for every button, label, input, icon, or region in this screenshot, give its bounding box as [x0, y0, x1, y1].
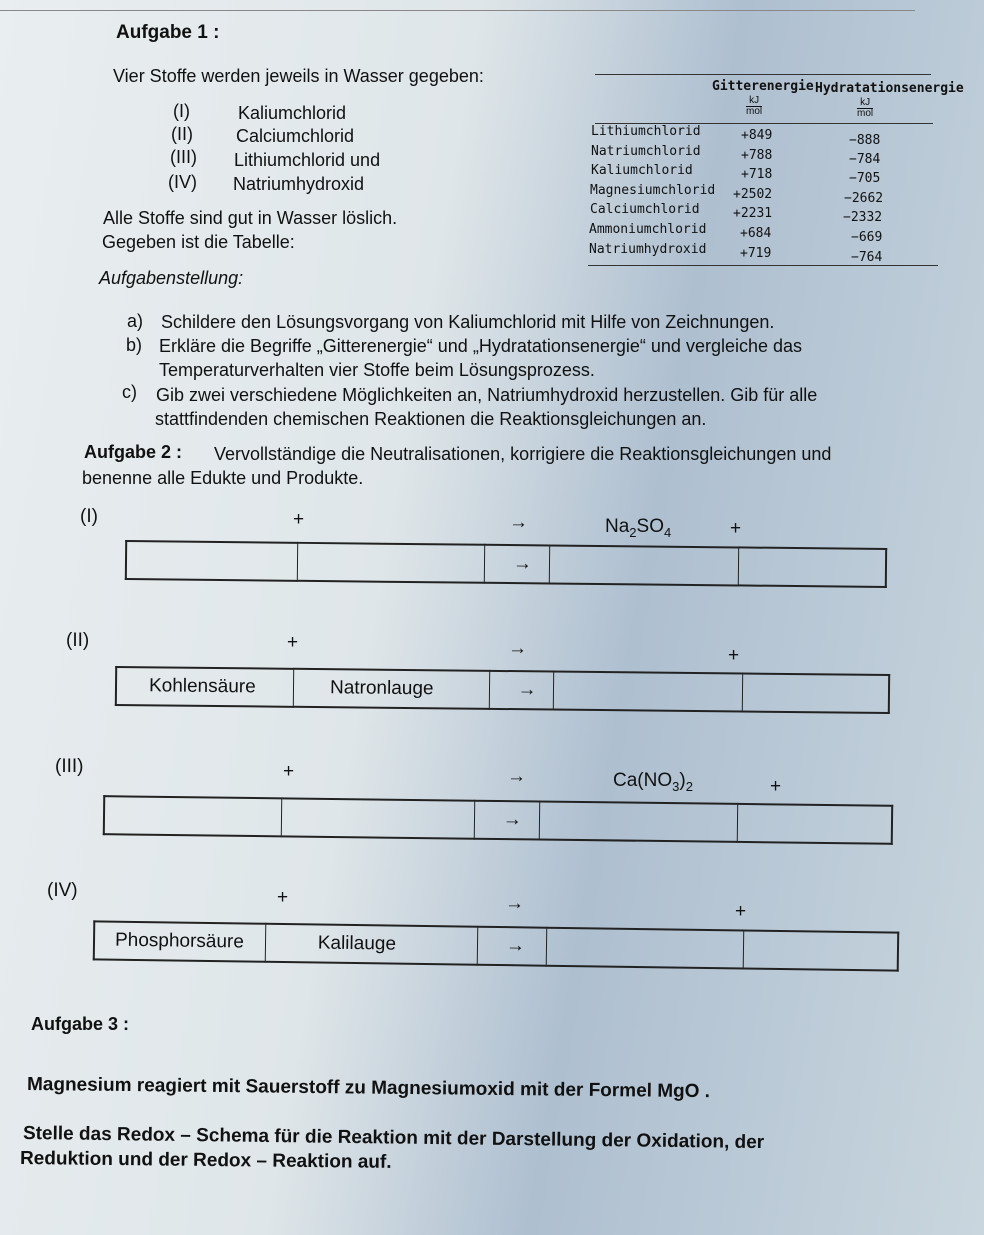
reaction-arrow: →: [477, 927, 546, 966]
substance-name: Calciumchlorid: [236, 126, 355, 146]
table-row-name: Magnesiumchlorid: [590, 183, 716, 198]
equation-table: [125, 540, 887, 588]
task-text: Erkläre die Begriffe „Gitterenergie“ und „Hydratationsenergie“ und vergleiche das: [159, 336, 803, 356]
table-row-hydr: −764: [851, 250, 883, 265]
edukt-cell[interactable]: [297, 543, 484, 583]
table-header-gitter: Gitterenergie: [712, 79, 814, 94]
substance-num: (I): [173, 101, 190, 121]
substance-num: (IV): [168, 172, 197, 192]
task-text: Gib zwei verschiedene Möglichkeiten an, Natriumhydroxid herzustellen. Gib für alle: [156, 385, 818, 405]
table-row-gitter: +788: [741, 148, 773, 163]
edukt-cell[interactable]: Kalilauge: [265, 924, 478, 965]
aufgabe1-title: Aufgabe 1 :: [116, 22, 220, 43]
task-letter: c): [122, 382, 137, 402]
table-row-name: Lithiumchlorid: [591, 124, 701, 139]
edukt-cell[interactable]: Phosphorsäure: [94, 921, 266, 961]
equation-table: [93, 920, 899, 971]
task-letter: b): [126, 335, 143, 355]
edukt-cell[interactable]: [282, 798, 475, 838]
produkt-cell[interactable]: [540, 802, 738, 842]
substance-num: (III): [170, 147, 197, 167]
produkt-cell[interactable]: [549, 545, 738, 585]
table-row-hydr: −888: [849, 133, 881, 148]
produkt-cell[interactable]: [546, 928, 744, 969]
plus-sign: +: [293, 509, 305, 530]
table-row-gitter: +2231: [733, 206, 773, 221]
task-letter: a): [127, 311, 144, 331]
table-row-hydr: −2662: [844, 191, 884, 206]
equation-label: (II): [66, 630, 90, 651]
given-text: Gegeben ist die Tabelle:: [102, 232, 295, 252]
substance-name: Natriumhydroxid: [233, 174, 365, 194]
unit-hydr: $\frac{kJ}{\text{mol}}$: [857, 97, 874, 119]
equation-table: [115, 666, 890, 714]
edukt-cell[interactable]: [104, 796, 282, 836]
equation-label: (I): [80, 506, 98, 527]
aufgabe2-text: Vervollständige die Neutralisationen, korrigiere die Reaktionsgleichungen und: [214, 444, 832, 464]
table-row-gitter: +719: [740, 246, 772, 261]
reaction-arrow: →: [509, 512, 528, 533]
reaction-arrow: →: [508, 638, 527, 659]
produkt-cell[interactable]: [738, 547, 886, 587]
plus-sign: +: [287, 632, 299, 653]
aufgabe3-text: Reduktion und der Redox – Reaktion auf.: [19, 1148, 392, 1173]
reaction-arrow: →: [507, 766, 526, 787]
produkt-cell[interactable]: [553, 672, 742, 712]
table-row-hydr: −2332: [843, 210, 883, 225]
equation-label: (III): [55, 756, 84, 777]
table-row-gitter: +2502: [733, 187, 773, 202]
table-row-hydr: −705: [849, 171, 881, 186]
task-label: Aufgabenstellung:: [99, 268, 244, 288]
table-row-hydr: −669: [851, 230, 883, 245]
equation-label: (IV): [47, 880, 78, 901]
table-row-gitter: +718: [741, 167, 773, 182]
task-text: stattfindenden chemischen Reaktionen die Reaktionsgleichungen an.: [155, 409, 707, 429]
table-row-name: Ammoniumchlorid: [589, 222, 707, 237]
aufgabe2-title: Aufgabe 2 :: [84, 442, 183, 462]
plus-sign: +: [735, 901, 747, 922]
aufgabe3-title: Aufgabe 3 :: [31, 1014, 130, 1034]
substance-num: (II): [171, 124, 193, 144]
table-header-hydr: Hydratationsenergie: [815, 81, 964, 96]
reaction-arrow: →: [505, 893, 524, 914]
produkt-cell[interactable]: [743, 930, 898, 970]
task-text: Temperaturverhalten vier Stoffe beim Lösungsprozess.: [159, 360, 595, 380]
aufgabe1-intro: Vier Stoffe werden jeweils in Wasser gegeben:: [113, 66, 484, 86]
equation-table: [103, 795, 893, 845]
table-row-name: Kaliumchlorid: [591, 163, 693, 178]
produkt-cell[interactable]: [737, 804, 892, 844]
task-text: Schildere den Lösungsvorgang von Kaliumchlorid mit Hilfe von Zeichnungen.: [161, 312, 775, 332]
table-row-name: Natriumchlorid: [591, 144, 701, 159]
plus-sign: +: [730, 518, 742, 539]
table-row-name: Natriumhydroxid: [589, 242, 707, 257]
paper-edge: [0, 10, 915, 11]
aufgabe2-text: benenne alle Edukte und Produkte.: [82, 468, 364, 488]
reaction-arrow: →: [474, 801, 540, 840]
reaction-arrow: →: [484, 545, 549, 584]
table-row-gitter: +849: [741, 128, 773, 143]
produkt-cell[interactable]: [742, 674, 889, 714]
plus-sign: +: [770, 776, 782, 797]
product-formula: $Ca(NO_3)_2$: [613, 770, 693, 794]
edukt-cell[interactable]: Natronlauge: [293, 669, 489, 709]
plus-sign: +: [283, 761, 295, 782]
table-row-hydr: −784: [849, 152, 881, 167]
plus-sign: +: [728, 645, 740, 666]
edukt-cell[interactable]: [126, 541, 298, 581]
soluble-text: Alle Stoffe sind gut in Wasser löslich.: [103, 208, 398, 228]
substance-name: Lithiumchlorid und: [234, 150, 381, 170]
aufgabe3-text: Stelle das Redox – Schema für die Reaktion mit der Darstellung der Oxidation, der: [22, 1123, 765, 1154]
aufgabe3-text: Magnesium reagiert mit Sauerstoff zu Magnesiumoxid mit der Formel MgO .: [26, 1074, 711, 1103]
table-row-gitter: +684: [740, 226, 772, 241]
reaction-arrow: →: [489, 671, 554, 710]
table-row-name: Calciumchlorid: [590, 202, 700, 217]
substance-name: Kaliumchlorid: [238, 103, 347, 123]
product-formula: $Na_2SO_4$: [605, 516, 672, 540]
edukt-cell[interactable]: Kohlensäure: [116, 667, 294, 707]
unit-gitter: $\frac{kJ}{\text{mol}}$: [746, 95, 763, 117]
plus-sign: +: [277, 887, 289, 908]
